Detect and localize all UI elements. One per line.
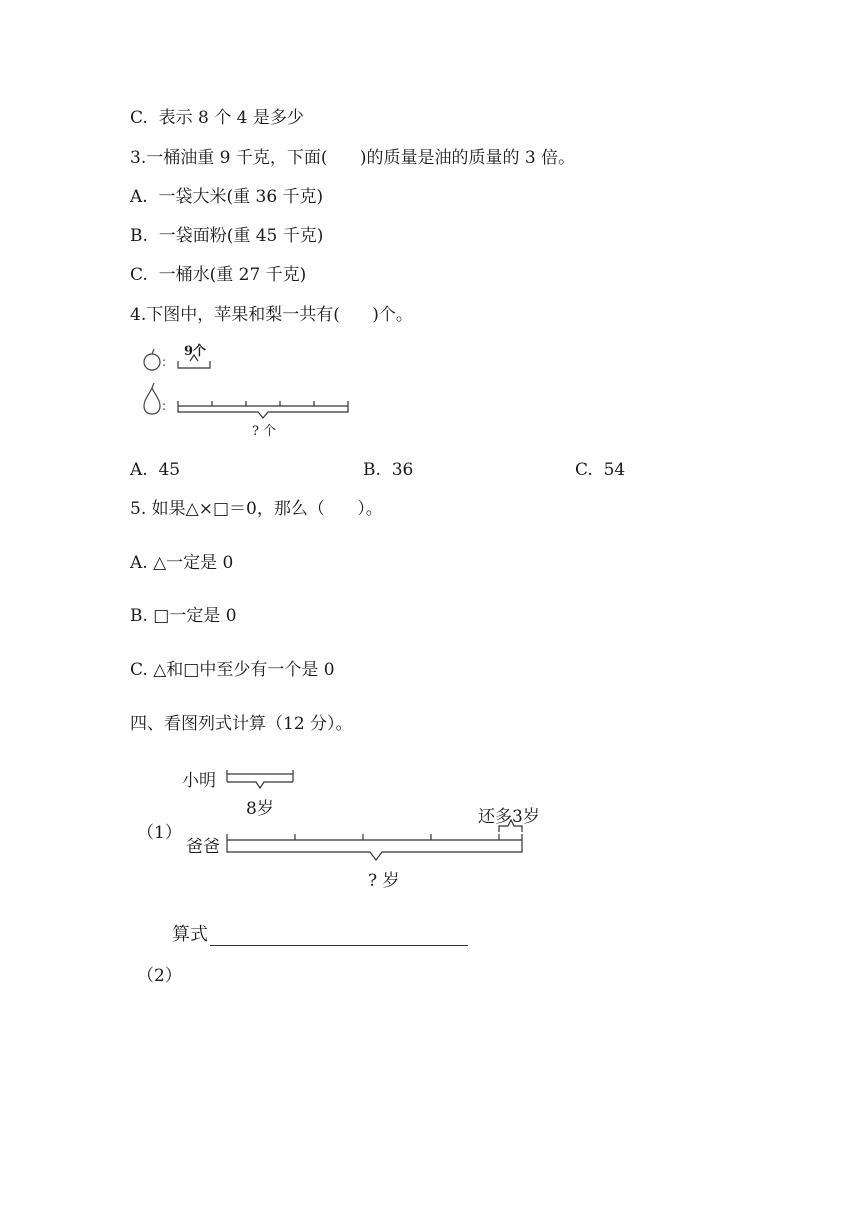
- diagram-svg: [138, 338, 358, 438]
- question-4: 4.下图中，苹果和梨一共有( )个。: [130, 305, 413, 325]
- apple-icon: [144, 349, 160, 370]
- pear-icon: [144, 383, 160, 414]
- problem-2-number: （2）: [137, 966, 182, 986]
- option-4a: A. 45: [130, 460, 181, 480]
- extra-years-label: 还多3岁: [478, 807, 540, 827]
- dad-label: 爸爸: [186, 837, 220, 857]
- formula-line: [172, 920, 468, 946]
- option-5b: B. □一定是 0: [130, 606, 237, 626]
- apple-pear-diagram: [138, 338, 358, 438]
- question-5: 5. 如果△×□＝0，那么（ ）。: [130, 499, 383, 519]
- formula-blank[interactable]: [210, 927, 468, 946]
- option-4c: C. 54: [575, 460, 626, 480]
- dad-total-label: ? 岁: [368, 871, 400, 891]
- svg-text::: :: [162, 399, 167, 413]
- formula-label: 算式: [172, 924, 208, 945]
- option-5c: C. △和□中至少有一个是 0: [130, 660, 335, 680]
- apple-count-label: 9个: [184, 344, 207, 359]
- section-4-heading: 四、看图列式计算（12 分）。: [130, 714, 353, 734]
- option-c-prev: C. 表示 8 个 4 是多少: [130, 108, 304, 128]
- option-5a: A. △一定是 0: [130, 553, 234, 573]
- option-3a: A. 一袋大米(重 36 千克): [130, 187, 324, 207]
- option-3b: B. 一袋面粉(重 45 千克): [130, 226, 324, 246]
- svg-text::: :: [162, 355, 167, 369]
- xiaoming-label: 小明: [182, 771, 216, 791]
- total-count-label: ? 个: [252, 424, 277, 439]
- option-4b: B. 36: [363, 460, 414, 480]
- xiaoming-age-label: 8岁: [246, 799, 274, 819]
- age-diagram: [180, 760, 560, 895]
- question-3: 3.一桶油重 9 千克，下面( )的质量是油的质量的 3 倍。: [130, 148, 576, 168]
- problem-1-number: （1）: [137, 823, 182, 843]
- option-3c: C. 一桶水(重 27 千克): [130, 265, 307, 285]
